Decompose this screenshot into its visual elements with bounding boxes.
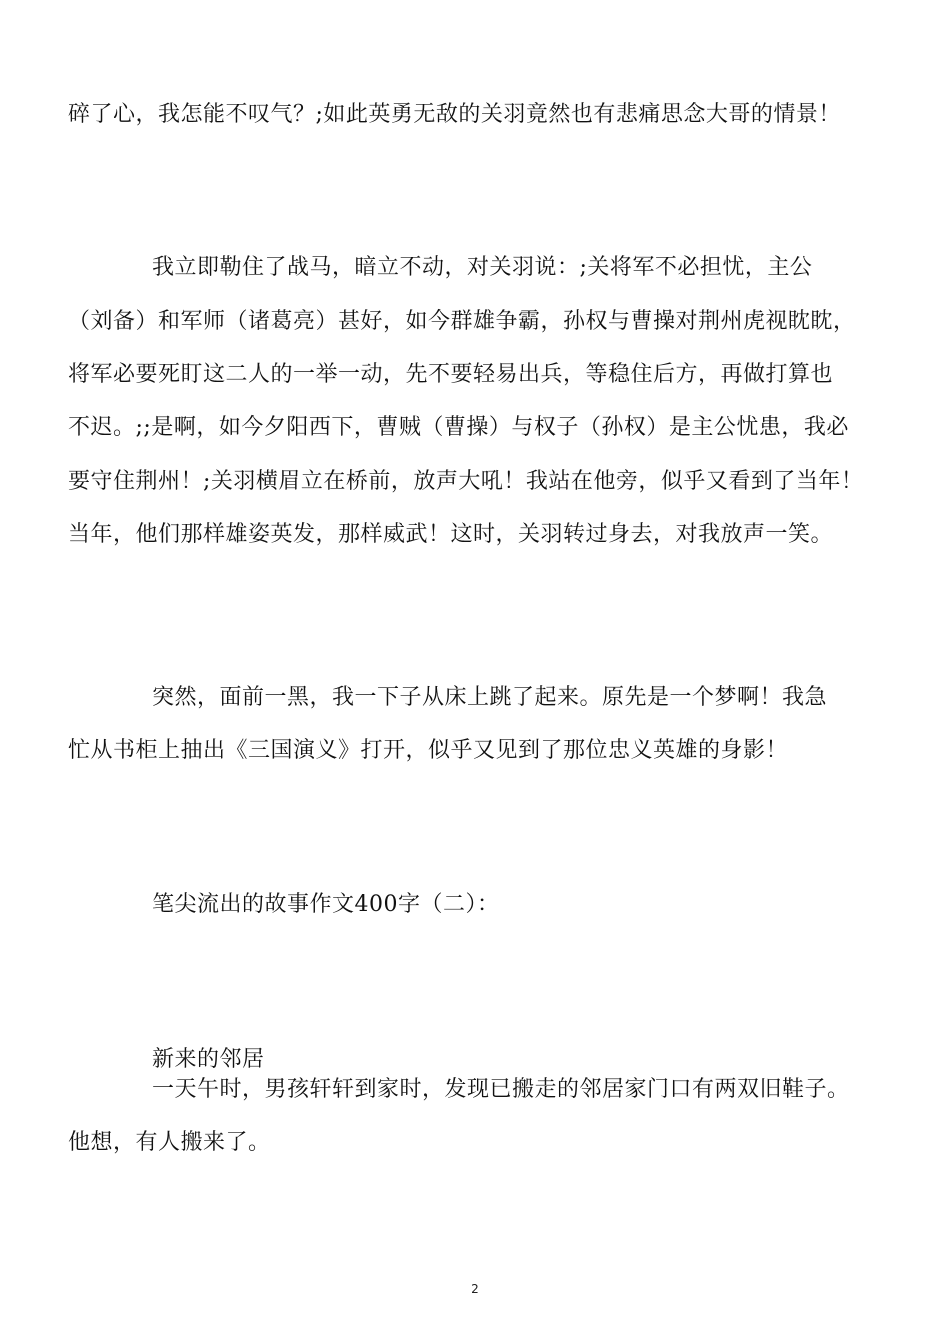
paragraph-2-line-2: （刘备）和军师（诸葛亮）甚好，如今群雄争霸，孙权与曹操对荆州虎视眈眈， — [68, 309, 856, 334]
paragraph-5-line-1: 一天午时，男孩轩轩到家时，发现已搬走的邻居家门口有两双旧鞋子。 — [152, 1077, 850, 1102]
page-number: 2 — [471, 1282, 479, 1296]
paragraph-2-line-4: 不迟。;;是啊，如今夕阳西下，曹贼（曹操）与权子（孙权）是主公忧患，我必 — [68, 415, 849, 440]
story-title: 新来的邻居 — [152, 1047, 265, 1072]
paragraph-5-line-2: 他想，有人搬来了。 — [68, 1130, 271, 1155]
paragraph-3-line-1: 突然，面前一黑，我一下子从床上跳了起来。原先是一个梦啊！我急 — [152, 685, 828, 710]
section-heading: 笔尖流出的故事作文400字（二）： — [152, 892, 500, 917]
paragraph-2-line-3: 将军必要死盯这二人的一举一动，先不要轻易出兵，等稳住后方，再做打算也 — [68, 362, 834, 387]
paragraph-2-line-1: 我立即勒住了战马，暗立不动，对关羽说：;关将军不必担忧，主公 — [152, 255, 813, 280]
paragraph-3-line-2: 忙从书柜上抽出《三国演义》打开，似乎又见到了那位忠义英雄的身影！ — [68, 738, 789, 763]
paragraph-2-line-5: 要守住荆州！;关羽横眉立在桥前，放声大吼！我站在他旁，似乎又看到了当年！ — [68, 469, 864, 494]
paragraph-2-line-6: 当年，他们那样雄姿英发，那样威武！这时，关羽转过身去，对我放声一笑。 — [68, 522, 834, 547]
paragraph-1-line-1: 碎了心，我怎能不叹气？;如此英勇无敌的关羽竟然也有悲痛思念大哥的情景！ — [68, 102, 841, 127]
